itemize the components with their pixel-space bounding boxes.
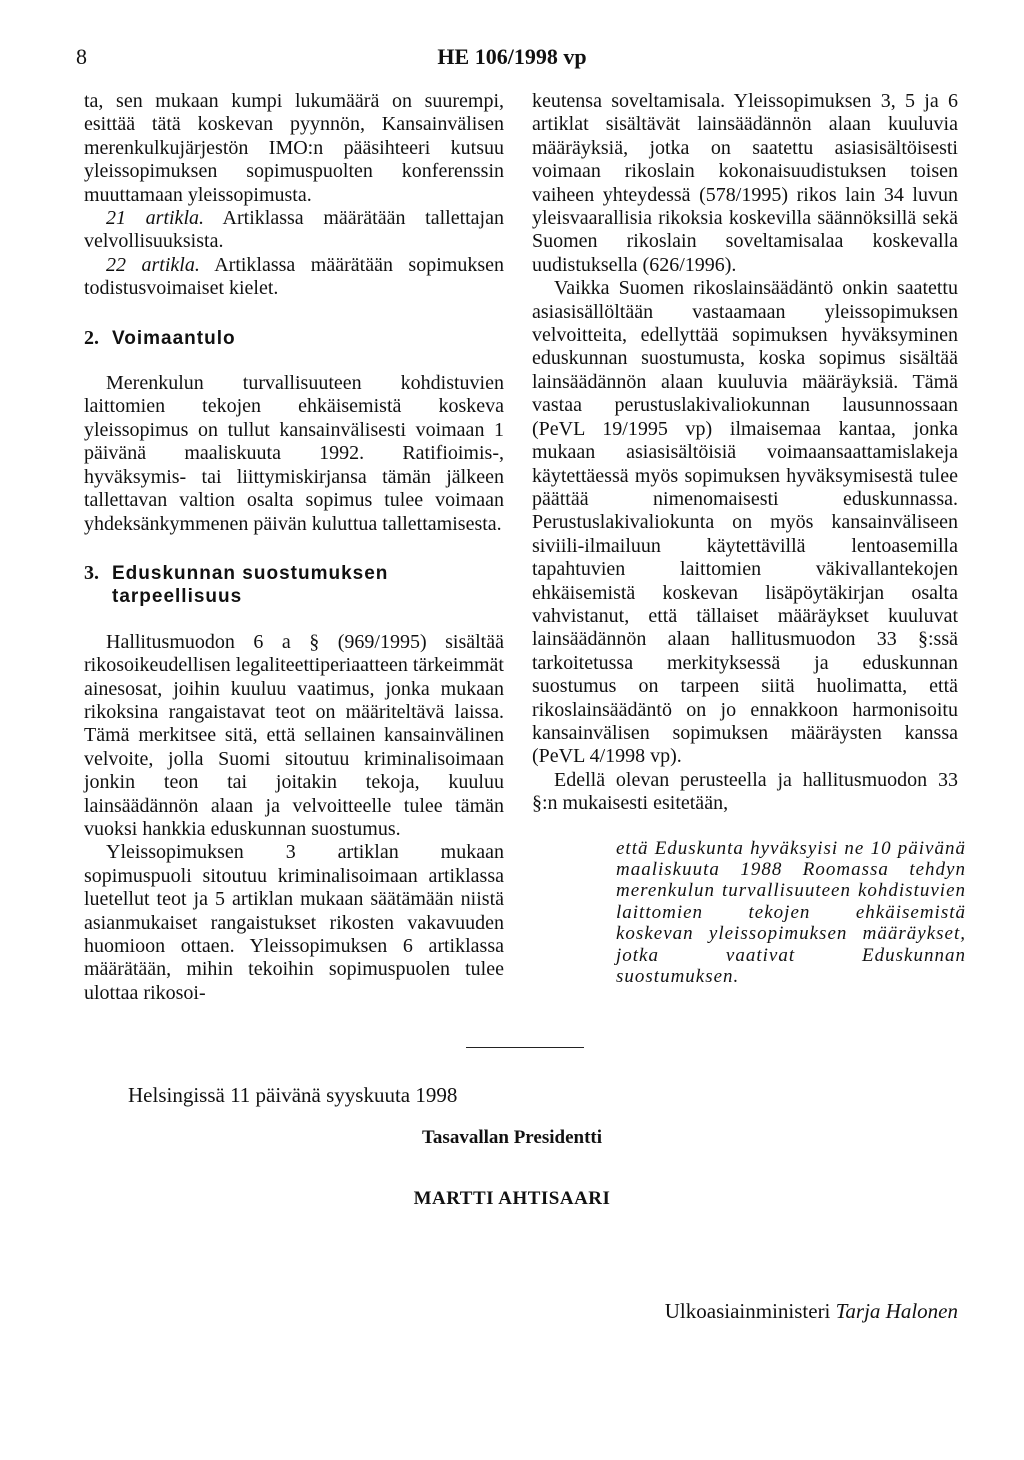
minister-name: Tarja Halonen <box>835 1299 958 1323</box>
left-column <box>84 90 504 1005</box>
section-2-title: Voimaantulo <box>112 327 236 349</box>
section-3-title-line1: Eduskunnan suostumuksen <box>112 562 389 584</box>
paragraph: Edellä olevan perusteella ja hallitusmuodon 33 §:n mukaisesti esitetään, <box>532 768 958 815</box>
article-21-label: 21 artikla. <box>106 207 204 230</box>
paragraph: ta, sen mukaan kumpi lukumäärä on suurempi, esittää tätä koskevan pyynnön, Kansainvälisen merenkulkujärjestön IMO:n pääsihteeri kutsuu yleissopimuksen sopimuspuolten konferenssin muuttamaan yleissopimusta. <box>84 90 504 206</box>
president-name: MARTTI AHTISAARI <box>413 1188 611 1209</box>
section-3-title-line2: tarpeellisuus <box>112 586 243 608</box>
paragraph: Merenkulun turvallisuuteen kohdistuvien laittomien tekojen ehkäisemistä koskeva yleissopimus on tullut kansainvälisesti voimaan 1 päivänä maaliskuuta 1992. Ratifioimis-, hyväksymis- tai liittymiskirjansa tämän jälkeen tallettavan valtion osalta sopimus tulee voimaan yhdeksänkymmenen päivän kuluttua tallettamisesta. <box>84 372 504 535</box>
president-title: Tasavallan Presidentti <box>422 1127 602 1148</box>
section-3-number: 3. <box>84 561 99 584</box>
minister-signature <box>665 1299 958 1324</box>
article-21-text: Artiklassa määrätään tallettajan velvollisuuksista. <box>84 207 504 253</box>
resolution-text: että Eduskunta hyväksyisi ne 10 päivänä maaliskuuta 1988 Roomassa tehdyn merenkulun turvallisuuteen kohdistuvien laittomien tekojen ehkäisemistä koskevan yleissopimuksen määräykset, jotka vaativat Eduskunnan suostumuksen. <box>616 837 966 988</box>
section-3-heading <box>84 562 504 609</box>
section-divider <box>466 1047 584 1048</box>
paragraph: Hallitusmuodon 6 a § (969/1995) sisältää rikosoikeudellisen legaliteettiperiaatteen tärkeimmät ainesosat, joihin kuuluu vaatimus, jonka mukaan rikoksina rangaistavat teot on määriteltävä laissa. Tämä merkitsee sitä, että sellainen kansainvälinen velvoite, jolla Suomi sitoutuu kriminalisoimaan jonkin teon tai joitakin tekoja, kuuluu lainsäädännön alaan ja velvoitteelle tulee tämän vuoksi hankkia eduskunnan suostumus. <box>84 630 504 840</box>
minister-title: Ulkoasiainministeri <box>664 1299 836 1323</box>
paragraph: Vaikka Suomen rikoslainsäädäntö onkin saatettu asiasisällöltään vastaamaan yleissopimuksen velvoitteita, edellyttää sopimuksen hyväksyminen eduskunnan suostumusta, koska sopimus sisältää lainsäädännön alaan kuuluvia määräyksiä. Tämä vastaa perustuslakivaliokunnan lausunnossaan (PeVL 19/1995 vp) ilmaisemaa kantaa, jonka mukaan asiasisältöisiä voimaansaattamislakeja käytettäessä myös sopimuksen hyväksymisestä tulee päättää nimenomaisesti eduskunnassa. Perustuslakivaliokunta on myös kansainväliseen siviili-ilmailuun käytettävillä lentoasemilla tapahtuvien laittomien väkivallantekojen ehkäisemistä koskevan lisäpöytäkirjan osalta vahvistanut, että tällaiset määräykset kuuluvat lainsäädännön alaan hallitusmuodon 33 §:ssä tarkoitetussa merkityksessä ja eduskunnan suostumus on tarpeen siitä huolimatta, että rikoslainsäädäntö on jo ennakkoon harmonisoitu kansainvälisen sopimuksen määräysten kanssa (PeVL 4/1998 vp). <box>532 277 958 768</box>
right-column <box>532 90 966 988</box>
article-22-label: 22 artikla. <box>106 253 200 276</box>
page-number: 8 <box>76 44 87 69</box>
document-id: HE 106/1998 vp <box>437 44 587 69</box>
section-2-heading <box>84 327 504 350</box>
paragraph: keutensa soveltamisala. Yleissopimuksen 3, 5 ja 6 artiklat sisältävät lainsäädännön alaan kuuluvia määräyksiä, jotka on saatettu asiasisältöisesti voimaan rikoslain kokonaisuudistuksen toisen vaiheen yhteydessä (578/1995) rikos lain 34 luvun yleisvaarallisia rikoksia koskevilla säännöksillä sekä Suomen rikoslain soveltamisalaa koskevalla uudistuksella (626/1996). <box>532 90 958 276</box>
place-date: Helsingissä 11 päivänä syyskuuta 1998 <box>128 1083 458 1107</box>
article-22-paragraph <box>84 254 504 301</box>
section-2-number: 2. <box>84 326 99 349</box>
article-22-text: Artiklassa määrätään sopimuksen todistusvoimaiset kielet. <box>84 253 504 300</box>
paragraph: Yleissopimuksen 3 artiklan mukaan sopimuspuoli sitoutuu kriminalisoimaan artiklassa luetellut teot ja 5 artiklan mukaan säätämään niistä asianmukaiset rangaistukset rikosten vakavuuden huomioon ottaen. Yleissopimuksen 6 artiklassa määrätään, mihin tekoihin sopimuspuolen tulee ulottaa rikosoi- <box>84 841 504 1004</box>
article-21-paragraph <box>84 207 504 254</box>
